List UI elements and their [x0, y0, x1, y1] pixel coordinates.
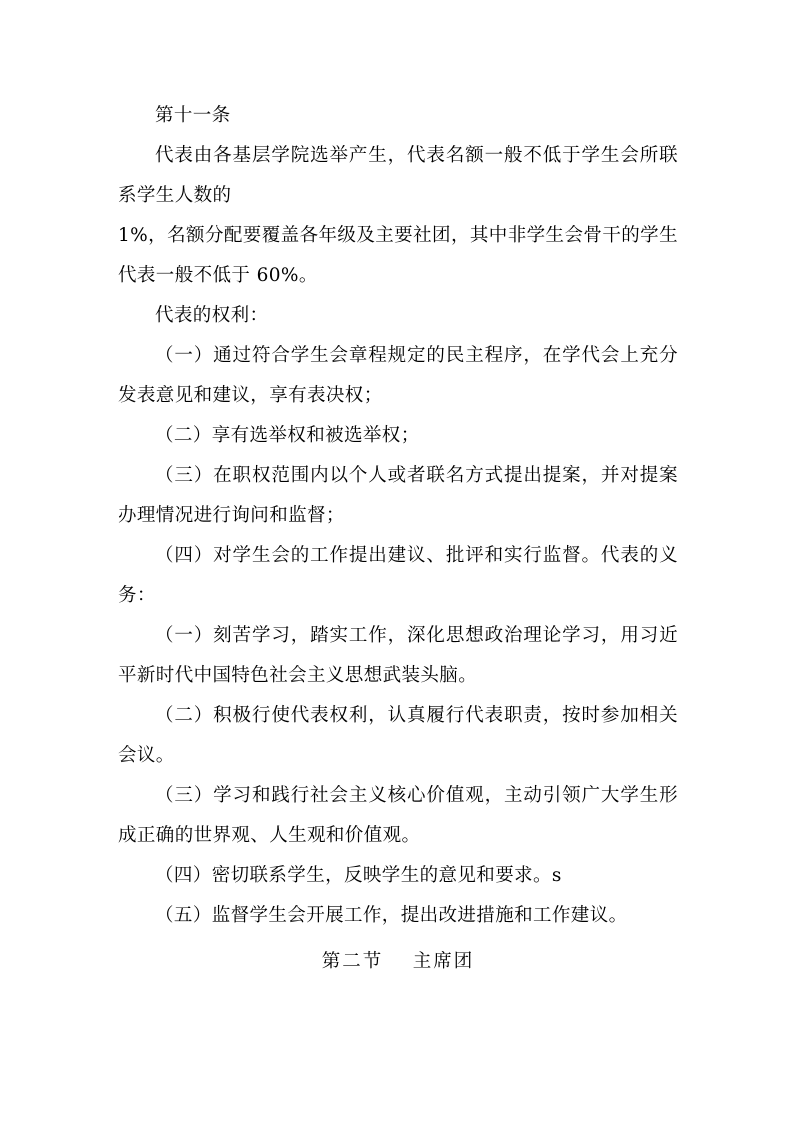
paragraph-10: （三）学习和践行社会主义核心价值观，主动引领广大学生形成正确的世界观、人生观和价值观。	[118, 785, 678, 846]
paragraph-5: （二）享有选举权和被选举权；	[155, 425, 420, 446]
article-heading: 第十一条	[155, 105, 231, 126]
document-body	[118, 96, 678, 982]
section-heading-title: 主席团	[412, 951, 475, 972]
paragraph-4: （一）通过符合学生会章程规定的民主程序，在学代会上充分发表意见和建议，享有表决权；	[118, 345, 678, 406]
section-heading	[118, 942, 678, 982]
paragraph-6: （三）在职权范围内以个人或者联名方式提出提案，并对提案办理情况进行询问和监督；	[118, 465, 678, 526]
paragraph-2: 1%，名额分配要覆盖各年级及主要社团，其中非学生会骨干的学生代表一般不低于 60%。	[118, 225, 678, 286]
paragraph-11: （四）密切联系学生，反映学生的意见和要求。s	[155, 865, 562, 886]
paragraph-9: （二）积极行使代表权利，认真履行代表职责，按时参加相关会议。	[118, 705, 678, 766]
paragraph-7: （四）对学生会的工作提出建议、批评和实行监督。代表的义务：	[118, 545, 678, 606]
paragraph-12: （五）监督学生会开展工作，提出改进措施和工作建议。	[155, 905, 628, 926]
paragraph-1: 代表由各基层学院选举产生，代表名额一般不低于学生会所联系学生人数的	[118, 145, 678, 206]
paragraph-3: 代表的权利：	[155, 305, 269, 326]
paragraph-8: （一）刻苦学习，踏实工作，深化思想政治理论学习，用习近平新时代中国特色社会主义思想武装头脑。	[118, 625, 678, 686]
section-heading-number: 第二节	[321, 951, 384, 972]
